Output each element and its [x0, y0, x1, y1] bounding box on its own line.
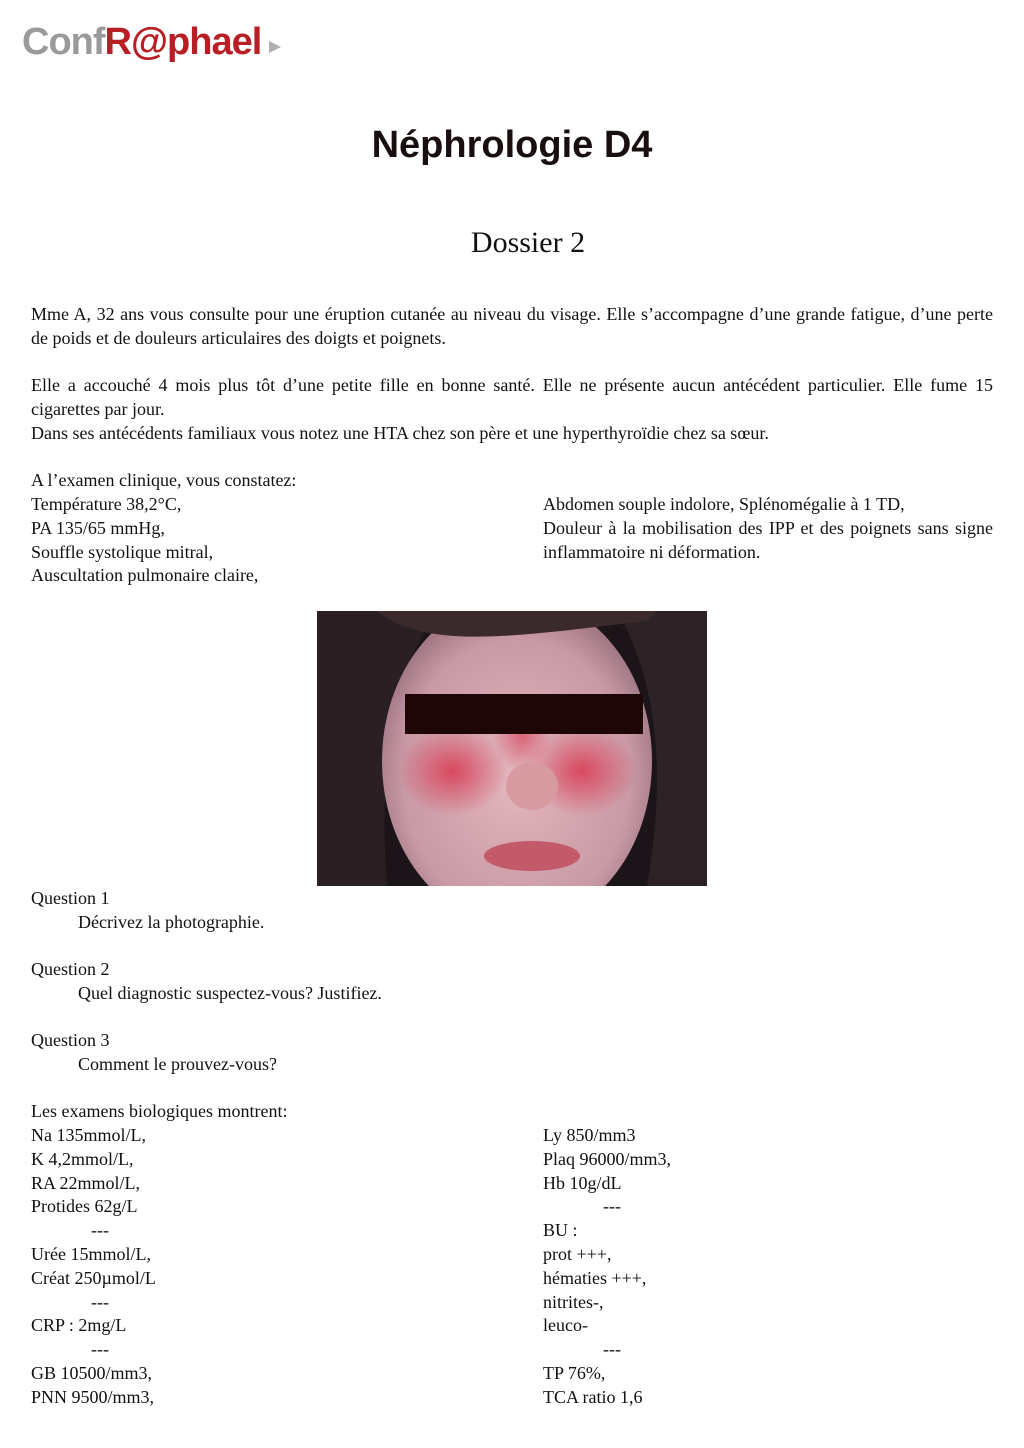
logo-text-part2: R@phael: [104, 21, 262, 63]
question-text: Décrivez la photographie.: [78, 911, 265, 932]
lab-value: prot +++,: [543, 1243, 612, 1264]
confraphael-logo: [22, 18, 281, 66]
lab-value: TP 76%,: [543, 1362, 606, 1383]
lab-separator: ---: [603, 1339, 621, 1360]
question-text: Comment le prouvez-vous?: [78, 1053, 277, 1074]
lab-separator: ---: [603, 1196, 621, 1217]
lab-value: Na 135mmol/L,: [31, 1125, 146, 1145]
lab-value: TCA ratio 1,6: [543, 1386, 643, 1407]
dossier-subtitle: Dossier 2: [470, 226, 586, 259]
exam-finding: Auscultation pulmonaire claire,: [31, 565, 259, 586]
question-3: [31, 1029, 277, 1077]
lab-value: K 4,2mmol/L,: [31, 1148, 134, 1169]
page-title: Néphrologie D4: [371, 124, 653, 166]
exam-finding: Abdomen souple indolore, Splénomégalie à 1 TD,: [543, 494, 905, 514]
logo-text-part1: Conf: [22, 21, 105, 63]
lab-value: Ly 850/mm3: [543, 1125, 636, 1145]
exam-right-column: [543, 493, 993, 564]
exam-finding: PA 135/65 mmHg,: [31, 517, 165, 538]
exam-left-column: [31, 493, 258, 588]
lab-value: CRP : 2mg/L: [31, 1315, 127, 1336]
logo-arrow-icon: [269, 41, 281, 53]
lab-value: Urée 15mmol/L,: [31, 1243, 151, 1264]
lab-value: nitrites-,: [543, 1291, 604, 1312]
exam-finding: Température 38,2°C,: [31, 494, 182, 514]
lab-value: PNN 9500/mm3,: [31, 1386, 155, 1407]
bio-left-column: [31, 1124, 156, 1410]
question-text: Quel diagnostic suspectez-vous? Justifiez.: [78, 982, 382, 1003]
intro-paragraph-2: Elle a accouché 4 mois plus tôt d’une petite fille en bonne santé. Elle ne présente aucun antécédent particulier. Elle fume 15 cigarettes par jour.: [31, 375, 993, 419]
lab-value: Protides 62g/L: [31, 1196, 138, 1217]
lab-separator: ---: [91, 1220, 109, 1241]
question-1: [31, 887, 264, 935]
lab-separator: ---: [91, 1339, 109, 1360]
lab-value: leuco-: [543, 1315, 588, 1336]
patient-face-photo: [317, 611, 707, 886]
lab-value: GB 10500/mm3,: [31, 1362, 153, 1383]
intro-paragraph-1: Mme A, 32 ans vous consulte pour une éruption cutanée au niveau du visage. Elle s’accompagne d’une grande fatigue, d’une perte de poids et de douleurs articulaires des doigts et poignets.: [31, 304, 993, 348]
bio-heading: Les examens biologiques montrent:: [31, 1101, 288, 1121]
exam-finding: Souffle systolique mitral,: [31, 541, 214, 562]
exam-heading: A l’examen clinique, vous constatez:: [31, 470, 297, 490]
lab-value: Hb 10g/dL: [543, 1172, 622, 1193]
bio-right-column: [543, 1124, 671, 1410]
lab-value: BU :: [543, 1220, 578, 1241]
exam-finding: Douleur à la mobilisation des IPP et des poignets sans signe inflammatoire ni déformation.: [543, 517, 993, 562]
question-2: [31, 958, 382, 1006]
question-label: Question 2: [31, 959, 110, 979]
question-label: Question 1: [31, 888, 110, 908]
intro-paragraph-3: Dans ses antécédents familiaux vous notez une HTA chez son père et une hyperthyroïdie chez sa sœur.: [31, 423, 769, 443]
lab-value: Plaq 96000/mm3,: [543, 1148, 672, 1169]
lab-separator: ---: [91, 1291, 109, 1312]
question-label: Question 3: [31, 1030, 110, 1050]
lab-value: Créat 250µmol/L: [31, 1267, 156, 1288]
lab-value: RA 22mmol/L,: [31, 1172, 141, 1193]
lab-value: hématies +++,: [543, 1267, 647, 1288]
